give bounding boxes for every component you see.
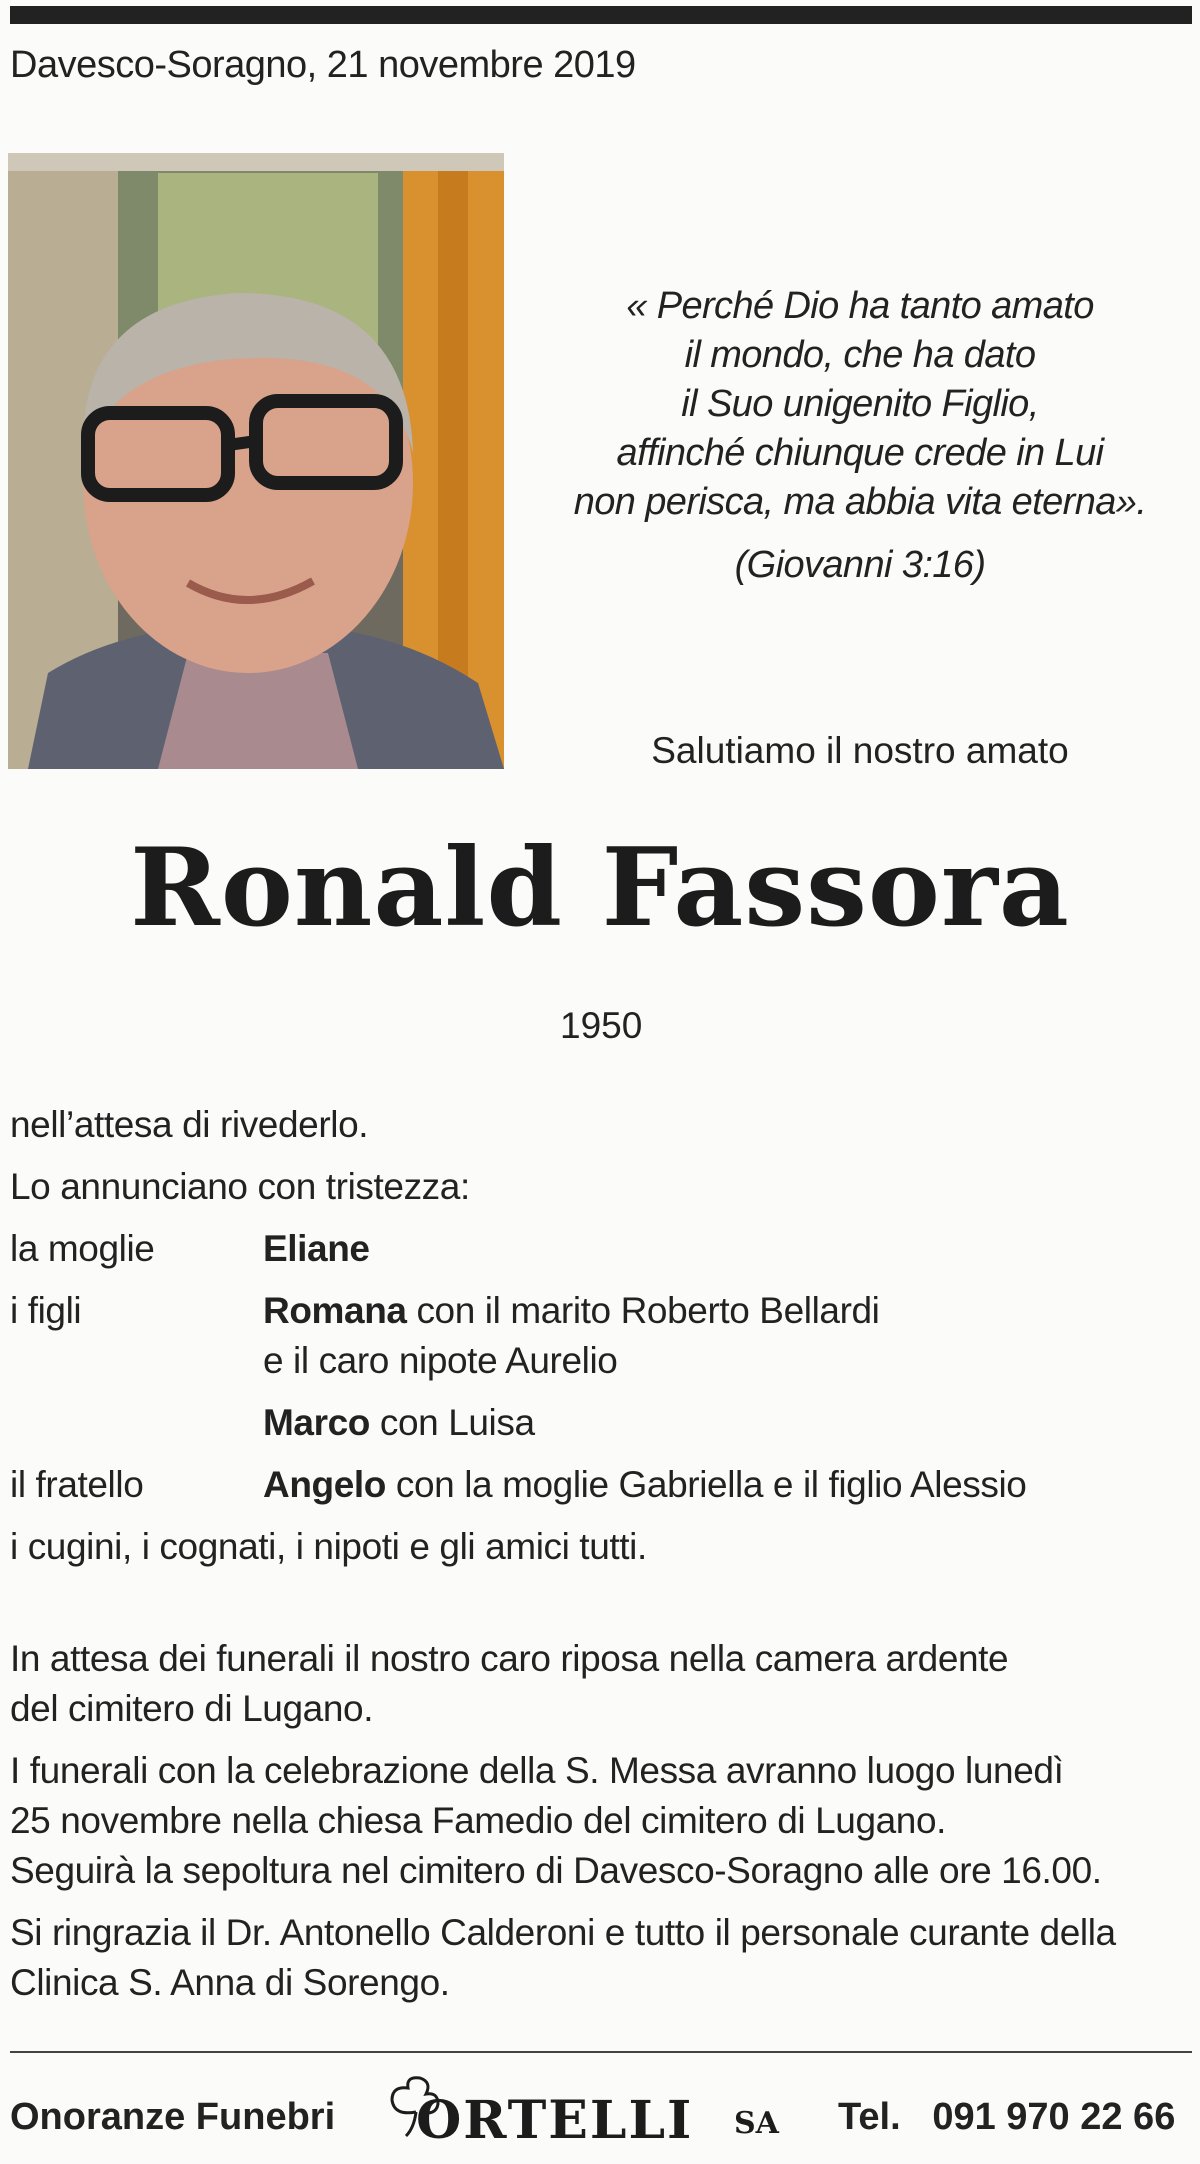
footer-rule (10, 2051, 1192, 2053)
portrait-image (8, 153, 504, 769)
logo-suffix: SA (734, 2106, 779, 2141)
relation-children: i figli (10, 1290, 82, 1331)
brother-entry (263, 1462, 1027, 1508)
deceased-name: Ronald Fassora (130, 825, 1070, 951)
intro-line: nell’attesa di rivederlo. (10, 1104, 369, 1145)
child2-name: Marco (263, 1402, 370, 1443)
top-rule (10, 6, 1192, 24)
quote-line: il mondo, che ha dato (684, 334, 1036, 376)
child1-detail: con il marito Roberto Bellardi (406, 1290, 880, 1331)
child1-detail-line2: e il caro nipote Aurelio (263, 1340, 618, 1381)
bible-quote (520, 282, 1200, 590)
body-line: del cimitero di Lugano. (10, 1688, 374, 1729)
relation-brother: il fratello (10, 1464, 144, 1505)
quote-line: affinché chiunque crede in Lui (616, 432, 1104, 474)
dateline: Davesco-Soragno, 21 novembre 2019 (10, 44, 636, 86)
brother-name: Angelo (263, 1464, 386, 1505)
child2-entry (263, 1400, 535, 1446)
others-line: i cugini, i cognati, i nipoti e gli amici tutti. (10, 1526, 647, 1567)
body-line: Seguirà la sepoltura nel cimitero di Davesco-Soragno alle ore 16.00. (10, 1850, 1102, 1891)
wife-entry (263, 1226, 370, 1272)
ortelli-logo (386, 2072, 856, 2152)
body-line: Clinica S. Anna di Sorengo. (10, 1962, 450, 2003)
relation-wife: la moglie (10, 1228, 155, 1269)
quote-line: « Perché Dio ha tanto amato (626, 285, 1094, 327)
body-line: I funerali con la celebrazione della S. Messa avranno luogo lunedì (10, 1750, 1064, 1791)
body-line: 25 novembre nella chiesa Famedio del cimitero di Lugano. (10, 1800, 947, 1841)
quote-reference: (Giovanni 3:16) (734, 544, 986, 586)
body-line: In attesa dei funerali il nostro caro riposa nella camera ardente (10, 1638, 1009, 1679)
child1-name: Romana (263, 1290, 407, 1331)
wife-name: Eliane (263, 1228, 370, 1269)
footer-service-label: Onoranze Funebri (10, 2096, 336, 2138)
quote-line: il Suo unigenito Figlio, (681, 383, 1039, 425)
footer-phone: Tel. 091 970 22 66 (838, 2096, 1176, 2138)
body-line: Si ringrazia il Dr. Antonello Calderoni e tutto il personale curante della (10, 1912, 1116, 1953)
child2-detail: con Luisa (369, 1402, 535, 1443)
greeting: Salutiamo il nostro amato (651, 730, 1069, 771)
portrait-photo (8, 153, 504, 769)
intro-line: Lo annunciano con tristezza: (10, 1166, 470, 1207)
birth-year: 1950 (560, 1005, 643, 1046)
quote-line: non perisca, ma abbia vita eterna». (573, 481, 1147, 523)
child1-entry (263, 1288, 880, 1334)
brother-detail: con la moglie Gabriella e il figlio Alessio (385, 1464, 1027, 1505)
logo-wordmark: ORTELLI (416, 2090, 694, 2151)
